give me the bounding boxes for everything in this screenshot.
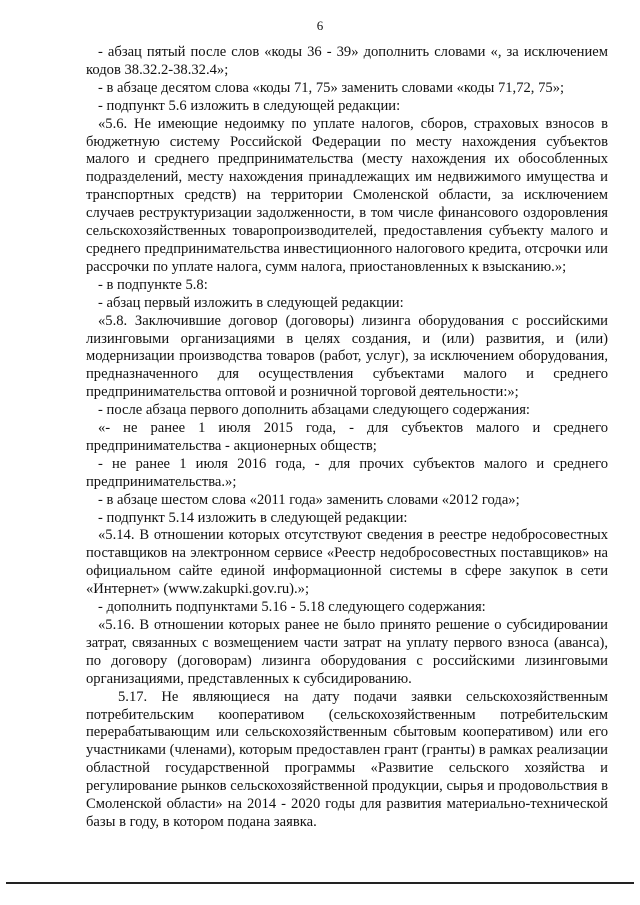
- paragraph: «5.8. Заключившие договор (договоры) лизинга оборудования с российскими лизинговыми организациями в целях создания, и (или) развития, и (или) модернизации производства товаров (работ, услуг), за исключением оборудования, предназначенного для осуществления субъектами малого и среднего предпринимательства оптовой и розничной торговой деятельности:»;: [86, 312, 608, 401]
- paragraph: - подпункт 5.14 изложить в следующей редакции:: [98, 509, 408, 526]
- paragraph: - после абзаца первого дополнить абзацами следующего содержания:: [98, 402, 530, 419]
- paragraph: - в абзаце десятом слова «коды 71, 75» заменить словами «коды 71,72, 75»;: [98, 79, 565, 96]
- paragraph: - не ранее 1 июля 2016 года, - для прочих субъектов малого и среднего предпринимательства.»;: [86, 455, 608, 490]
- bottom-divider: [6, 882, 634, 884]
- paragraph: - дополнить подпунктами 5.16 - 5.18 следующего содержания:: [98, 599, 486, 616]
- paragraph: - абзац первый изложить в следующей редакции:: [98, 294, 404, 311]
- paragraph: - в подпункте 5.8:: [98, 276, 208, 293]
- paragraph: 5.17. Не являющиеся на дату подачи заявки сельскохозяйственным потребительским кооперативом (сельскохозяйственным потребительским перерабатывающим или сельскохозяйственным сбытовым кооперативом) или его участниками (членами), которым предоставлен грант (гранты) в рамках реализации областной государственной программы «Развитие сельского хозяйства и регулирование рынков сельскохозяйственной продукции, сырья и продовольствия в Смоленской области» на 2014 - 2020 годы для развития материально-технической базы в году, в котором подана заявка.: [86, 688, 608, 830]
- paragraph: «- не ранее 1 июля 2015 года, - для субъектов малого и среднего предпринимательства - акционерных обществ;: [86, 420, 608, 454]
- paragraph: «5.14. В отношении которых отсутствуют сведения в реестре недобросовестных поставщиков на электронном сервисе «Реестр недобросовестных поставщиков» на официальном сайте единой информационной системы в сфере закупок в сети «Интернет» (www.zakupki.gov.ru).»;: [86, 527, 608, 598]
- page-number: 6: [316, 18, 324, 33]
- paragraph: «5.16. В отношении которых ранее не было принято решение о субсидировании затрат, связанных с возмещением части затрат на уплату первого взноса (аванса), по договору (договорам) лизинга оборудования с российскими лизинговыми организациями, представленных к субсидированию.: [86, 617, 608, 687]
- paragraph: - в абзаце шестом слова «2011 года» заменить словами «2012 года»;: [98, 491, 520, 508]
- paragraph: - абзац пятый после слов «коды 36 - 39» дополнить словами «, за исключением кодов 38.32.2-38.32.4»;: [86, 44, 608, 78]
- document-body: [86, 44, 608, 832]
- paragraph: - подпункт 5.6 изложить в следующей редакции:: [98, 97, 401, 114]
- paragraph: «5.6. Не имеющие недоимку по уплате налогов, сборов, страховых взносов в бюджетную систему Российской Федерации по месту нахождения субъектов малого и среднего предпринимательства (месту нахождения их обособленных подразделений, месту нахождения принадлежащих им недвижимого имущества и транспортных средств) на территории Смоленской области, за исключением случаев реструктуризации задолженности, в том числе финансового оздоровления сельскохозяйственных товаропроизводителей, предоставления субъекту малого и среднего предпринимательства инвестиционного налогового кредита, отсрочки или рассрочки по уплате налога, сумм налога, приостановленных к взысканию.»;: [86, 115, 608, 275]
